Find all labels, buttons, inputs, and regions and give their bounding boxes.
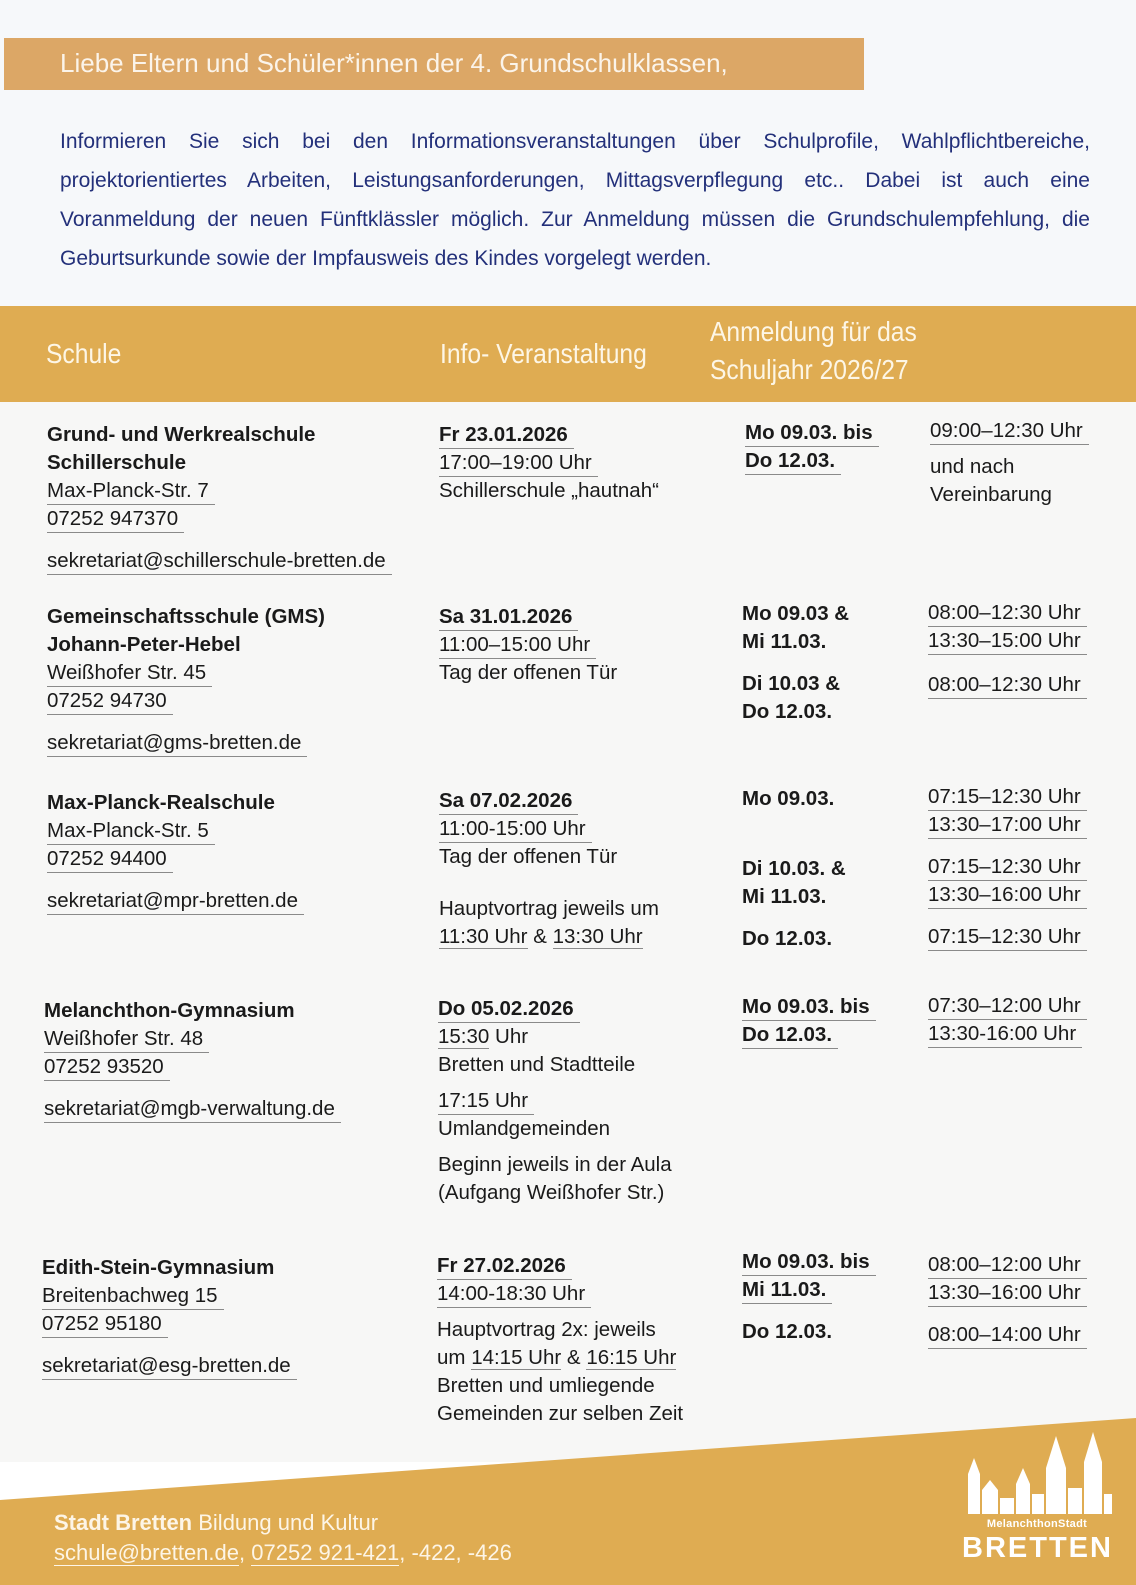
school-5-talk-amp: & <box>566 1346 581 1369</box>
school-5-event-um: um <box>437 1346 466 1369</box>
intro-paragraph: Informieren Sie sich bei den Informationsveranstaltungen über Schulprofile, Wahlpflichtbereiche, projektorientiertes Arbeiten, Leistungsanforderungen, Mittagsverpflegung etc.. Dabei ist auch eine Voranmeldung der neuen Fünftklässler möglich. Zur Anmeldung müssen die Grundschulempfehlung, die Geburtsurkunde sowie der Impfausweis des Kindes vorgelegt werden. <box>60 130 1090 270</box>
school-4-event-date: Do 05.02.2026 <box>438 996 580 1023</box>
school-2-email[interactable]: sekretariat@gms-bretten.de <box>47 730 307 757</box>
school-2-reg-b-days1: Di 10.03 & <box>742 672 840 695</box>
logo-subtitle: MelanchthonStadt <box>986 1518 1088 1530</box>
school-4-event-text1: Bretten und Stadtteile <box>438 1053 636 1076</box>
footer-email[interactable]: schule@bretten.de <box>54 1540 240 1565</box>
header-registration-line2: Schuljahr 2026/27 <box>710 354 909 385</box>
school-5-reg-b-time: 08:00–14:00 Uhr <box>928 1322 1087 1349</box>
school-4-event-text4: (Aufgang Weißhofer Str.) <box>438 1181 665 1204</box>
footer-phone-rest: , -422, -426 <box>399 1540 512 1565</box>
school-5-reg-a-time1: 08:00–12:00 Uhr <box>928 1252 1087 1279</box>
footer-org-rest: Bildung und Kultur <box>198 1510 379 1535</box>
school-3-reg-a-days: Mo 09.03. <box>742 787 835 810</box>
school-3-reg-a-time1: 07:15–12:30 Uhr <box>928 784 1087 811</box>
school-2-reg-b-days2: Do 12.03. <box>742 700 833 723</box>
school-1-reg-note1: und nach <box>930 455 1015 478</box>
school-4-email[interactable]: sekretariat@mgb-verwaltung.de <box>44 1096 341 1123</box>
school-2-phone[interactable]: 07252 94730 <box>47 688 173 715</box>
school-3-talk-amp: & <box>533 925 547 948</box>
school-2-reg-b-time1: 08:00–12:30 Uhr <box>928 672 1087 699</box>
school-5-event-text1: Hauptvortrag 2x: jeweils <box>437 1318 656 1341</box>
header-school: Schule <box>46 338 122 369</box>
school-5-email[interactable]: sekretariat@esg-bretten.de <box>42 1353 297 1380</box>
school-1-name: Grund- und Werkrealschule <box>47 423 316 446</box>
footer-phone[interactable]: 07252 921-421 <box>251 1540 400 1565</box>
school-5-event-date: Fr 27.02.2026 <box>437 1253 572 1280</box>
school-3-event-time: 11:00-15:00 Uhr <box>439 816 592 843</box>
school-4-street: Weißhofer Str. 48 <box>44 1026 209 1053</box>
school-5-reg-a-days2: Mi 11.03. <box>742 1277 832 1304</box>
school-1-street: Max-Planck-Str. 7 <box>47 478 215 505</box>
school-5-event-text3: Gemeinden zur selben Zeit <box>437 1402 684 1425</box>
school-1-reg-days1: Mo 09.03. bis <box>745 420 879 447</box>
school-5-reg-b-days: Do 12.03. <box>742 1320 833 1343</box>
school-2-reg-a-time2: 13:30–15:00 Uhr <box>928 628 1087 655</box>
school-2-event-text: Tag der offenen Tür <box>439 661 618 684</box>
school-5-reg-a-days1: Mo 09.03. bis <box>742 1249 876 1276</box>
school-3-event-date: Sa 07.02.2026 <box>439 788 578 815</box>
school-4-name: Melanchthon-Gymnasium <box>44 999 295 1022</box>
school-1-phone[interactable]: 07252 947370 <box>47 506 184 533</box>
school-5-talk-time1: 14:15 Uhr <box>471 1346 562 1369</box>
school-4-event-time1-unit: Uhr <box>495 1025 529 1048</box>
school-4-reg-days2: Do 12.03. <box>742 1022 838 1049</box>
school-5-event-time: 14:00-18:30 Uhr <box>437 1281 591 1308</box>
school-3-reg-b-days1: Di 10.03. & <box>742 857 846 880</box>
school-3-talk-time1: 11:30 Uhr <box>439 925 528 948</box>
school-5-name: Edith-Stein-Gymnasium <box>42 1256 275 1279</box>
school-3-reg-c-time: 07:15–12:30 Uhr <box>928 924 1087 951</box>
school-4-reg-time1: 07:30–12:00 Uhr <box>928 993 1087 1020</box>
school-3-talk-time2: 13:30 Uhr <box>552 925 643 948</box>
school-3-email[interactable]: sekretariat@mpr-bretten.de <box>47 888 304 915</box>
school-3-reg-b-days2: Mi 11.03. <box>742 885 827 908</box>
footer-separator: , <box>239 1540 246 1565</box>
greeting-text: Liebe Eltern und Schüler*innen der 4. Grundschulklassen, <box>60 48 728 78</box>
footer-org-bold: Stadt Bretten <box>54 1510 193 1535</box>
school-1-email[interactable]: sekretariat@schillerschule-bretten.de <box>47 548 392 575</box>
school-1-reg-days2: Do 12.03. <box>745 448 841 475</box>
school-2-name2: Johann-Peter-Hebel <box>47 633 241 656</box>
school-5-talk-time2: 16:15 Uhr <box>586 1346 677 1369</box>
school-2-reg-a-days1: Mo 09.03 & <box>742 602 850 625</box>
school-5-reg-a-time2: 13:30–16:00 Uhr <box>928 1280 1087 1307</box>
school-2-reg-a-time1: 08:00–12:30 Uhr <box>928 600 1087 627</box>
school-4-event-text2: Umlandgemeinden <box>438 1117 611 1140</box>
school-3-reg-a-time2: 13:30–17:00 Uhr <box>928 812 1087 839</box>
school-5-street: Breitenbachweg 15 <box>42 1283 224 1310</box>
school-3-event-text: Tag der offenen Tür <box>439 845 618 868</box>
logo-title: BRETTEN <box>962 1532 1113 1564</box>
school-4-event-time1: 15:30 <box>438 1025 490 1048</box>
school-3-reg-c-days: Do 12.03. <box>742 927 833 950</box>
school-3-street: Max-Planck-Str. 5 <box>47 818 215 845</box>
school-4-reg-time2: 13:30-16:00 Uhr <box>928 1021 1082 1048</box>
school-2-event-date: Sa 31.01.2026 <box>439 604 578 631</box>
school-3-event-text2: Hauptvortrag jeweils um <box>439 897 659 920</box>
school-2-reg-a-days2: Mi 11.03. <box>742 630 827 653</box>
school-2-name: Gemeinschaftsschule (GMS) <box>47 605 325 628</box>
school-3-reg-b-time1: 07:15–12:30 Uhr <box>928 854 1087 881</box>
school-1-event-time: 17:00–19:00 Uhr <box>439 450 598 477</box>
school-2-street: Weißhofer Str. 45 <box>47 660 212 687</box>
school-5-phone[interactable]: 07252 95180 <box>42 1311 168 1338</box>
school-2-event-time: 11:00–15:00 Uhr <box>439 632 596 659</box>
school-4-event-time2: 17:15 Uhr <box>438 1088 534 1115</box>
school-4-phone[interactable]: 07252 93520 <box>44 1054 170 1081</box>
header-registration-line1: Anmeldung für das <box>710 316 917 347</box>
school-1-reg-note2: Vereinbarung <box>930 483 1052 506</box>
school-5-event-text2: Bretten und umliegende <box>437 1374 655 1397</box>
school-3-name: Max-Planck-Realschule <box>47 791 275 814</box>
school-3-reg-b-time2: 13:30–16:00 Uhr <box>928 882 1087 909</box>
footer-contact <box>54 1508 512 1568</box>
school-1-name2: Schillerschule <box>47 451 187 474</box>
school-4-reg-days1: Mo 09.03. bis <box>742 994 876 1021</box>
school-1-event-date: Fr 23.01.2026 <box>439 422 574 449</box>
school-1-reg-time1: 09:00–12:30 Uhr <box>930 418 1089 445</box>
school-3-phone[interactable]: 07252 94400 <box>47 846 173 873</box>
school-4-event-text3: Beginn jeweils in der Aula <box>438 1153 672 1176</box>
school-1-event-text: Schillerschule „hautnah“ <box>439 479 659 502</box>
header-info: Info- Veranstaltung <box>440 338 647 369</box>
